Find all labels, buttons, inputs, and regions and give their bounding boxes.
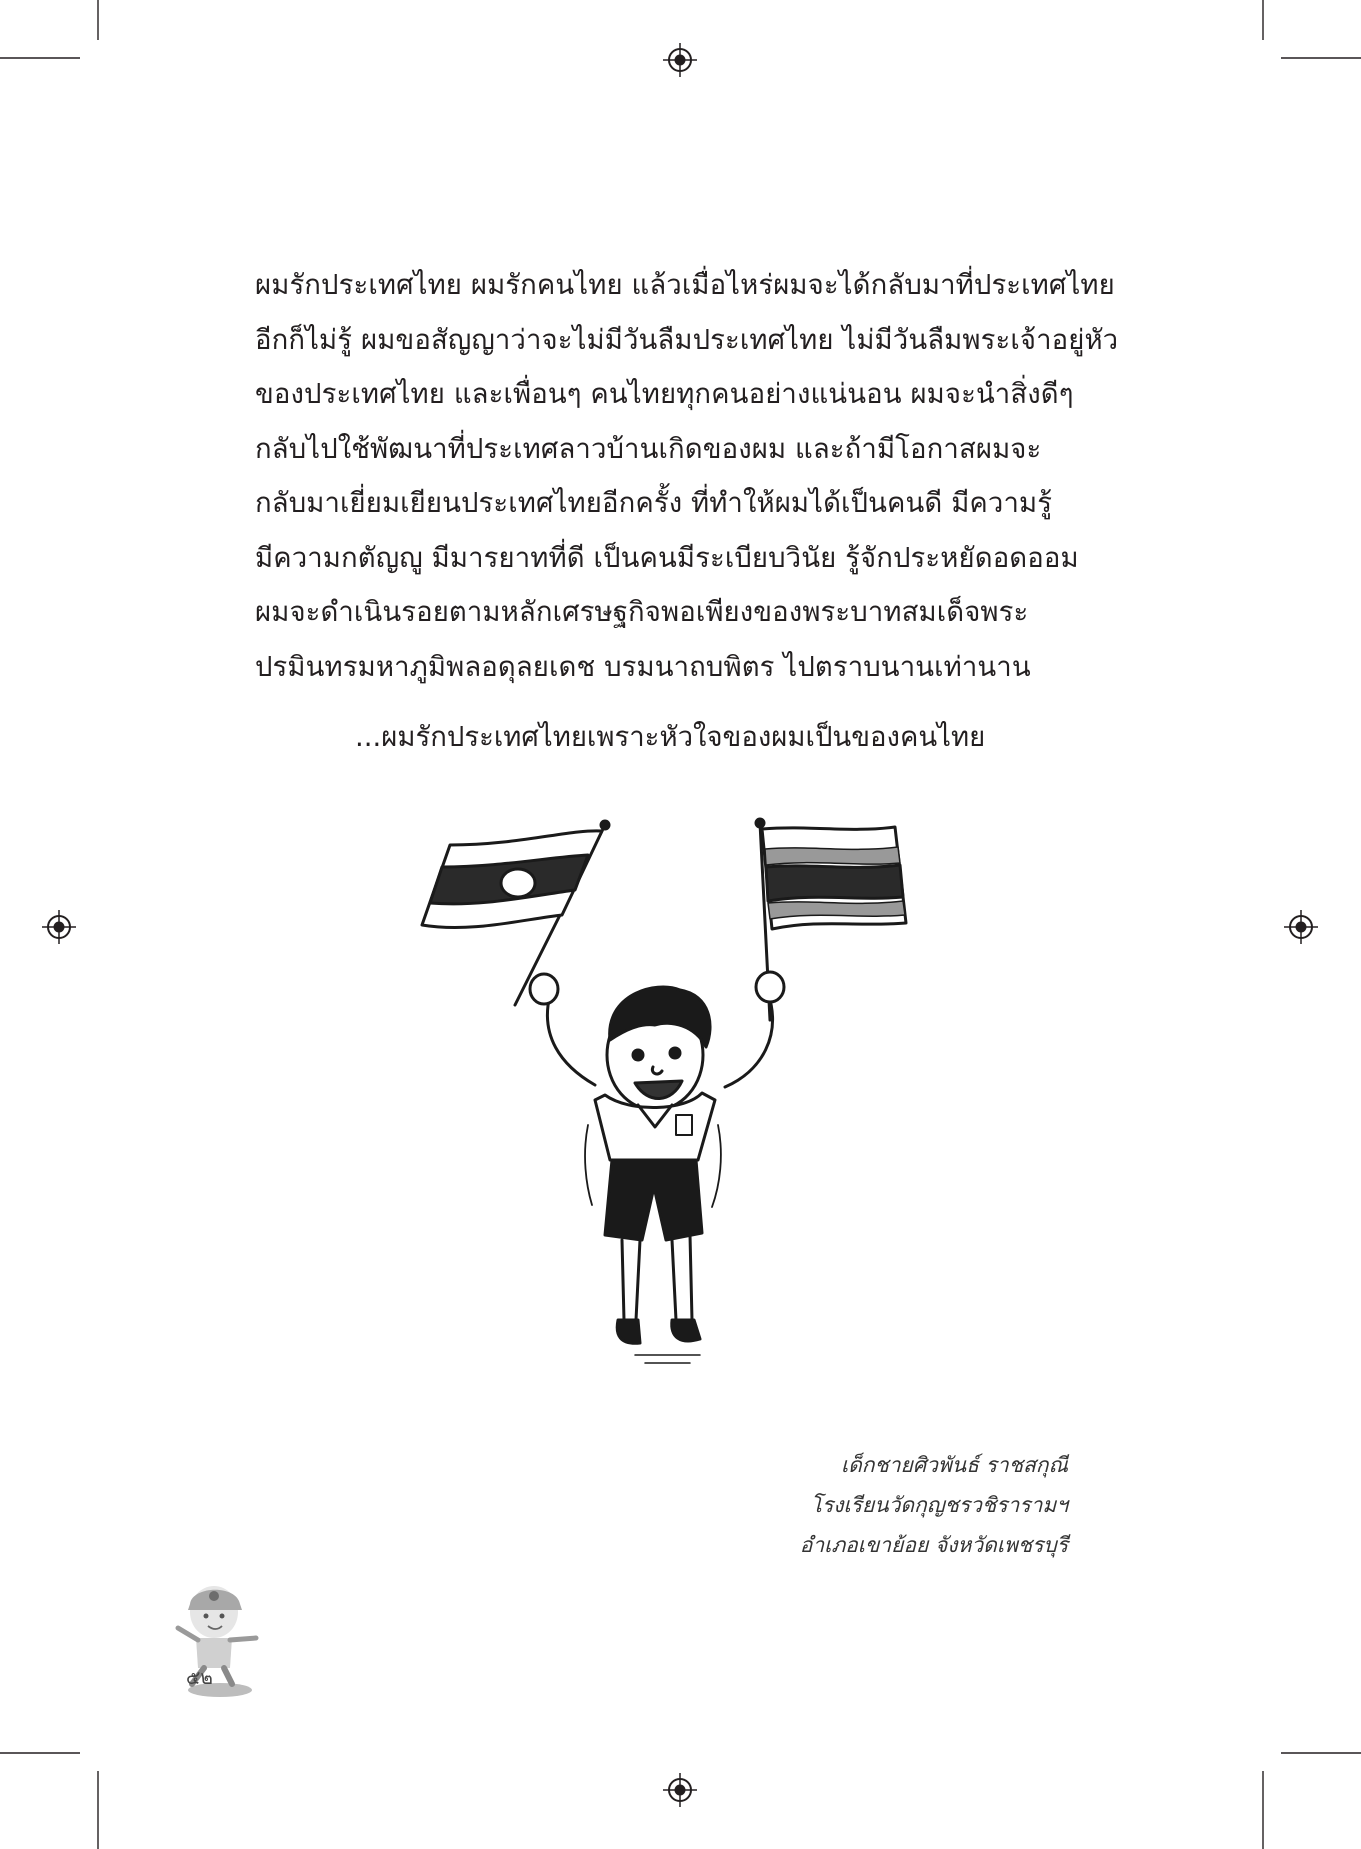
body-line: กลับมาเยี่ยมเยียนประเทศไทยอีกครั้ง ที่ทำให้ผมได้เป็นคนดี มีความรู้ — [255, 487, 1053, 519]
body-line: ผมจะดำเนินรอยตามหลักเศรษฐกิจพอเพียงของพระบาทสมเด็จพระ — [255, 596, 1029, 628]
registration-mark-icon — [1284, 910, 1318, 944]
body-line: ผมรักประเทศไทย ผมรักคนไทย แล้วเมื่อไหร่ผมจะได้กลับมาที่ประเทศไทย — [255, 269, 1115, 301]
registration-mark-icon — [663, 43, 697, 77]
author-school: โรงเรียนวัดกุญชรวชิรารามฯ — [810, 1493, 1068, 1517]
registration-mark-icon — [663, 1773, 697, 1807]
page-number: ๕๒ — [186, 1667, 213, 1689]
body-paragraph — [255, 258, 1119, 694]
body-line: กลับไปใช้พัฒนาที่ประเทศลาวบ้านเกิดของผม และถ้ามีโอกาสผมจะ — [255, 432, 1042, 465]
author-location: อำเภอเขาย้อย จังหวัดเพชรบุรี — [799, 1533, 1068, 1557]
registration-mark-icon — [42, 910, 76, 944]
mascot-boy-icon — [170, 1580, 270, 1700]
body-line: ปรมินทรมหาภูมิพลอดุลยเดช บรมนาถบพิตร ไปตราบนานเท่านาน — [255, 650, 1031, 683]
body-line: ของประเทศไทย และเพื่อนๆ คนไทยทุกคนอย่างแน่นอน ผมจะนำสิ่งดีๆ — [255, 378, 1074, 410]
author-signature — [800, 1445, 1068, 1565]
boy-with-flags-illustration — [410, 815, 930, 1375]
author-name: เด็กชายศิวพันธ์ ราชสกุณี — [840, 1453, 1068, 1477]
closing-line: ...ผมรักประเทศไทยเพราะหัวใจของผมเป็นของคนไทย — [355, 721, 986, 753]
body-line: มีความกตัญญู มีมารยาทที่ดี เป็นคนมีระเบียบวินัย รู้จักประหยัดอดออม — [255, 541, 1079, 574]
body-line: อีกก็ไม่รู้ ผมขอสัญญาว่าจะไม่มีวันลืมประเทศไทย ไม่มีวันลืมพระเจ้าอยู่หัว — [255, 323, 1119, 356]
